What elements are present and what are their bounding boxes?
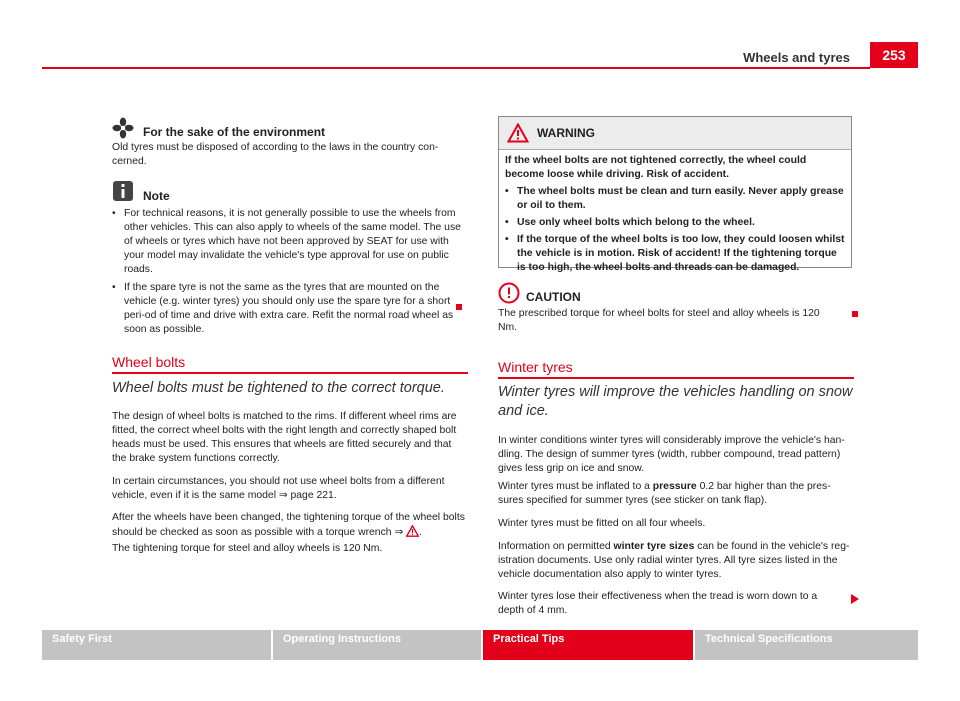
warning-icon (507, 123, 529, 143)
note-bullet (112, 207, 468, 277)
warning-bullet (505, 233, 845, 275)
winter-tyres-paragraph-2 (498, 480, 854, 508)
caution-text: The prescribed torque for wheel bolts for steel and alloy wheels is 120 Nm. (498, 308, 820, 333)
bullet-icon: • (112, 208, 116, 219)
warning-bullet-text: Use only wheel bolts which belong to the wheel. (517, 217, 755, 228)
wheel-bolts-paragraph-1: The design of wheel bolts is matched to the rims. If different wheel rims are fitted, the correct wheel bolts with the right length and correctly shaped bolt heads must be used. This ensures that wheels are fitted securely and that the brake system functions correctly. (112, 411, 457, 464)
running-header-title: Wheels and tyres (743, 50, 850, 65)
winter-tyres-paragraph-3: Winter tyres must be fitted on all four wheels. (498, 518, 706, 529)
warning-box (498, 116, 852, 273)
footer-tab-technical-specifications[interactable]: Technical Specifications (695, 630, 918, 660)
warning-header (499, 117, 851, 150)
end-of-section-mark (852, 311, 858, 317)
footer-tab-safety-first[interactable]: Safety First (42, 630, 271, 660)
footer-tab-operating-instructions[interactable]: Operating Instructions (273, 630, 481, 660)
leaf-icon (112, 117, 134, 139)
warning-bullet-text: If the torque of the wheel bolts is too low, they could loosen whilst the vehicle is in motion. Risk of accident! If the tightening torque is too high, the wheel bolts and threads can be damaged. (517, 234, 845, 273)
note-bullet-text: If the spare tyre is not the same as the tyres that are mounted on the vehicle (e.g. winter tyres) you should only use the spare tyre for a short peri-od of time and drive with extra care. Refit the normal road wheel as soon as possible. (124, 282, 454, 335)
wheel-bolts-paragraph-3-text: After the wheels have been changed, the tightening torque of the wheel bolts should be checked as soon as possible with a torque wrench ⇒ (112, 512, 465, 538)
warning-reference-icon[interactable] (406, 525, 419, 542)
bullet-icon: • (505, 234, 509, 245)
warning-body (499, 150, 851, 275)
environment-heading: For the sake of the environment (143, 125, 326, 139)
winter-tyres-rule (498, 377, 854, 379)
winter-tyres-paragraph-2-start: Winter tyres must be inflated to a (498, 481, 653, 492)
note-list (112, 207, 468, 337)
wheel-bolts-rule (112, 372, 468, 374)
pressure-keyword: pressure (652, 481, 697, 492)
header-rule (42, 67, 870, 69)
winter-tyres-paragraph-4-start: Information on permitted (498, 541, 614, 552)
winter-tyres-paragraph-4 (498, 540, 854, 582)
bullet-icon: • (505, 186, 509, 197)
warning-intro: If the wheel bolts are not tightened correctly, the wheel could become loose while driving. Risk of accident. (505, 155, 807, 180)
winter-tyres-subtitle: Winter tyres will improve the vehicles handling on snow and ice. (498, 384, 853, 419)
wheel-bolts-torque-text: The tightening torque for steel and alloy wheels is 120 Nm. (112, 543, 383, 554)
warning-bullet (505, 185, 845, 213)
continue-arrow-icon (850, 592, 860, 604)
note-heading: Note (143, 189, 170, 203)
end-of-section-mark (456, 304, 462, 310)
info-icon (112, 180, 134, 202)
winter-tyres-paragraph-2-end: 0.2 bar higher than the pres-sures specified for summer tyres (see sticker on tank flap). (498, 481, 831, 506)
bullet-icon: • (505, 217, 509, 228)
winter-tyre-sizes-keyword: winter tyre sizes (613, 541, 695, 552)
winter-tyres-title: Winter tyres (498, 359, 573, 375)
warning-heading: WARNING (537, 126, 595, 140)
note-bullet (112, 281, 468, 337)
winter-tyres-paragraph-4-end: can be found in the vehicle's reg-istration documents. Use only radial winter tyres. All tyre sizes listed in the vehicle documentation also apply to winter tyres. (498, 541, 850, 580)
winter-tyres-paragraph-5: Winter tyres lose their effectiveness when the tread is worn down to a depth of 4 mm. (498, 591, 818, 616)
wheel-bolts-paragraph-3 (112, 511, 468, 556)
warning-bullet-text: The wheel bolts must be clean and turn easily. Never apply grease or oil to them. (517, 186, 844, 211)
note-bullet-text: For technical reasons, it is not generally possible to use the wheels from other vehicles. This can also apply to wheels of the same model. The use of wheels or tyres which have not been approved by SEAT for use with your model may invalidate the vehicle's type approval for use on public roads. (124, 208, 461, 275)
environment-text: Old tyres must be disposed of according to the laws in the country con-cerned. (112, 142, 439, 167)
bullet-icon: • (112, 282, 116, 293)
page-number: 253 (870, 42, 918, 68)
winter-tyres-paragraph-1: In winter conditions winter tyres will considerably improve the vehicle's han-dling. The design of summer tyres (width, rubber compound, tread pattern) gives less grip on ice and snow. (498, 435, 845, 474)
wheel-bolts-paragraph-2: In certain circumstances, you should not use wheel bolts from a different vehicle, even if it is the same model ⇒ page 221. (112, 476, 445, 501)
warning-bullet (505, 216, 845, 230)
wheel-bolts-subtitle: Wheel bolts must be tightened to the correct torque. (112, 380, 445, 396)
caution-heading: CAUTION (526, 290, 581, 304)
footer-tab-practical-tips[interactable]: Practical Tips (483, 630, 693, 660)
caution-icon (498, 282, 520, 304)
wheel-bolts-paragraph-3-end: . (419, 527, 422, 538)
wheel-bolts-title: Wheel bolts (112, 354, 186, 370)
